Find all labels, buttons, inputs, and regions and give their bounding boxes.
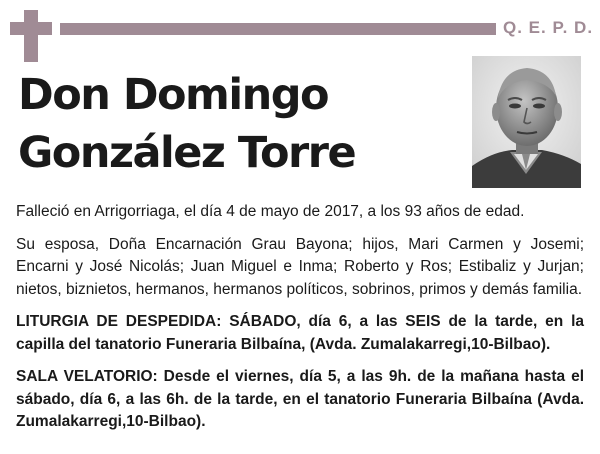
header-divider [60, 23, 496, 35]
portrait-photo-image [472, 56, 581, 188]
qepd-label: Q. E. P. D. [503, 18, 594, 37]
cross-icon-crossbar [10, 22, 52, 35]
death-notice-paragraph: Falleció en Arrigorriaga, el día 4 de mayo de 2017, a los 93 años de edad. [16, 203, 525, 220]
deceased-name-line1: Don Domingo [18, 70, 329, 120]
deceased-name-line2: González Torre [18, 128, 356, 178]
obituary-body [16, 201, 584, 444]
family-paragraph: Su esposa, Doña Encarnación Grau Bayona; hijos, Mari Carmen y Josemi; Encarni y José Nicolás; Juan Miguel e Inma; Roberto y Ros; Estibaliz y Jurjan; nietos, biznietos, hermanos, hermanos políticos, sobrinos, primos y demás familia. [16, 235, 584, 298]
liturgy-paragraph: LITURGIA DE DESPEDIDA: SÁBADO, día 6, a las SEIS de la tarde, en la capilla del tanatorio Funeraria Bilbaína, (Avda. Zumalakarregi,10-Bilbao). [16, 313, 584, 353]
deceased-name [18, 66, 468, 182]
portrait-photo [472, 56, 581, 188]
wake-paragraph: SALA VELATORIO: Desde el viernes, día 5, a las 9h. de la mañana hasta el sábado, día 6, a las 6h. de la tarde, en el tanatorio Funeraria Bilbaína (Avda. Zumalakarregi,10-Bilbao). [16, 368, 584, 430]
cross-icon [24, 10, 38, 62]
